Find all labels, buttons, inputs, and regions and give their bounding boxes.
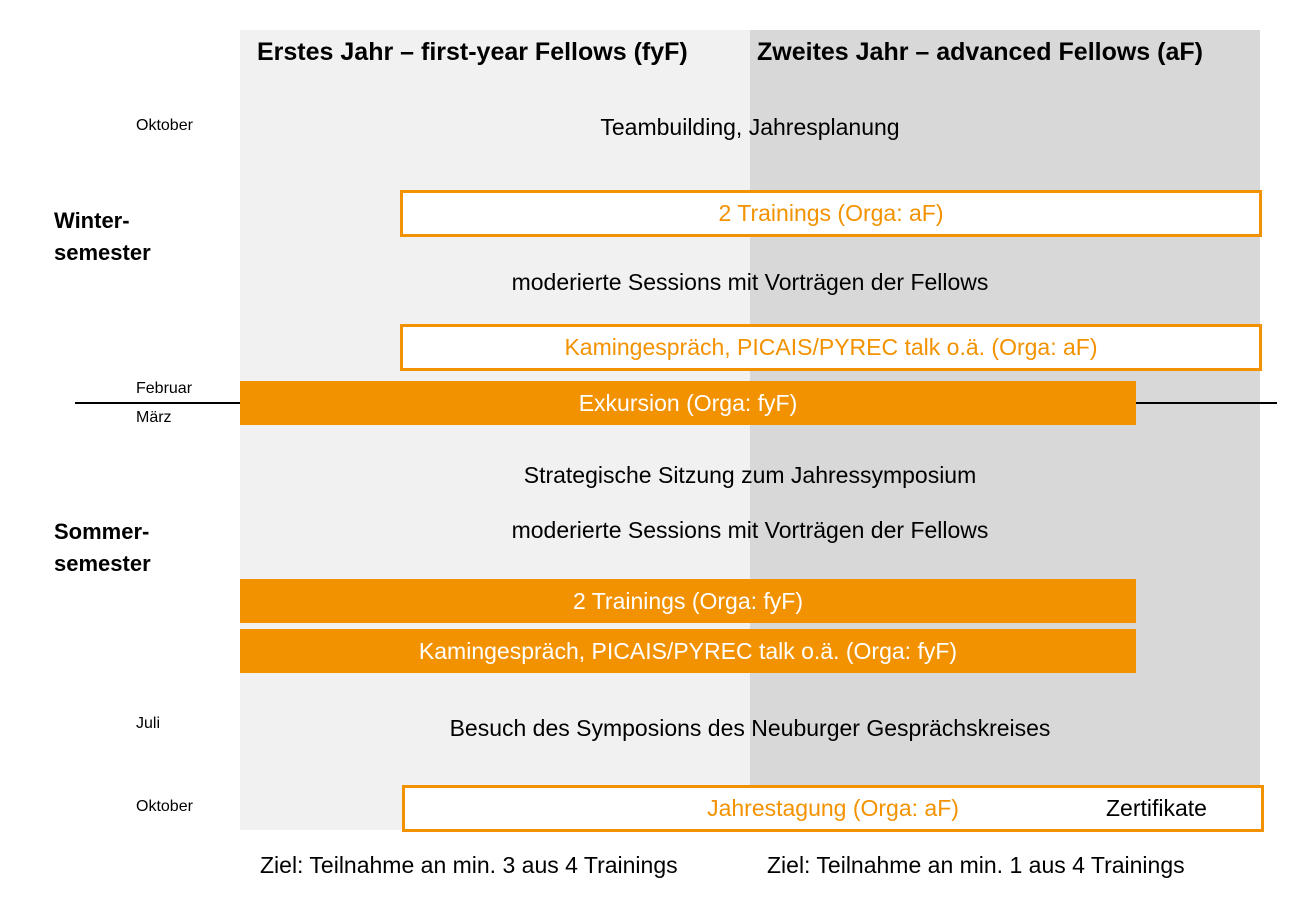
trainings-af-box — [400, 190, 1262, 237]
summer-semester-line1: Sommer- — [54, 519, 150, 544]
second-year-column-background — [750, 30, 1260, 830]
jahrestagung-label: Jahrestagung (Orga: aF) — [707, 795, 959, 821]
trainings-af-label: 2 Trainings (Orga: aF) — [718, 200, 944, 226]
exkursion-label: Exkursion (Orga: fyF) — [578, 389, 798, 416]
winter-semester-label — [54, 205, 151, 269]
winter-semester-line2: semester — [54, 240, 151, 265]
kamin-fyf-box — [240, 629, 1136, 673]
first-year-goal: Ziel: Teilnahme an min. 3 aus 4 Trainings — [260, 852, 678, 878]
summer-semester-line2: semester — [54, 551, 151, 576]
zertifikate-label: Zertifikate — [1106, 795, 1207, 821]
kamin-fyf-label: Kamingespräch, PICAIS/PYREC talk o.ä. (Orga: fyF) — [418, 637, 958, 664]
trainings-fyf-label: 2 Trainings (Orga: fyF) — [572, 587, 804, 614]
trainings-fyf-box — [240, 579, 1136, 623]
kamin-af-label: Kamingespräch, PICAIS/PYREC talk o.ä. (Orga: aF) — [564, 334, 1098, 360]
second-year-goal: Ziel: Teilnahme an min. 1 aus 4 Trainings — [767, 852, 1185, 878]
first-year-column-header: Erstes Jahr – first-year Fellows (fyF) — [257, 38, 688, 66]
exkursion-box — [240, 381, 1136, 425]
summer-semester-label — [54, 516, 151, 580]
first-year-column-background — [240, 30, 750, 830]
sessions-summer-text: moderierte Sessions mit Vorträgen der Fellows — [511, 517, 989, 543]
besuch-symposium-text: Besuch des Symposions des Neuburger Gesprächskreises — [449, 715, 1051, 741]
kamin-af-box — [400, 324, 1262, 371]
strategische-sitzung-text: Strategische Sitzung zum Jahressymposium — [523, 462, 977, 488]
month-maerz: März — [136, 409, 172, 426]
month-juli: Juli — [136, 715, 161, 732]
month-februar: Februar — [136, 380, 193, 397]
winter-semester-line1: Winter- — [54, 208, 130, 233]
month-oktober-start: Oktober — [136, 117, 193, 134]
teambuilding-text: Teambuilding, Jahresplanung — [600, 114, 900, 140]
sessions-winter-text: moderierte Sessions mit Vorträgen der Fellows — [511, 269, 989, 295]
second-year-column-header: Zweites Jahr – advanced Fellows (aF) — [757, 38, 1203, 66]
month-oktober-end: Oktober — [136, 798, 193, 815]
